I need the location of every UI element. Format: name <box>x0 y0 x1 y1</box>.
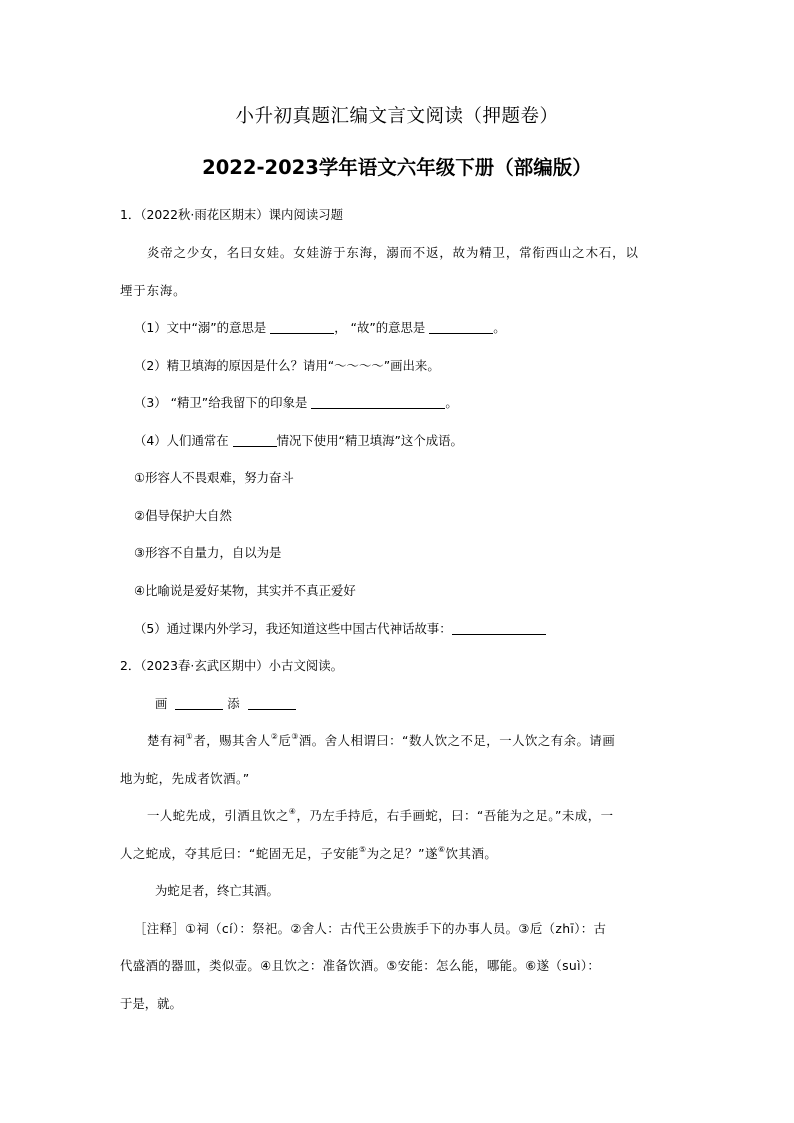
q2-notes-line-2: 代盛酒的器皿，类似壶。④且饮之：准备饮酒。⑤安能：怎么能，哪能。⑥遂（suì）： <box>120 958 601 973</box>
q2-word-a: 画 <box>155 696 168 711</box>
document-title: 小升初真题汇编文言文阅读（押题卷） <box>235 106 559 127</box>
q2-p2l2-seg-2: 为之足？”遂 <box>366 846 438 861</box>
q1-sub3-text-b: 。 <box>445 395 458 410</box>
footnote-marker-3: ③ <box>291 732 299 741</box>
footnote-marker-4: ④ <box>288 807 297 816</box>
q1-sub5-text: （5）通过课内外学习，我还知道这些中国古代神话故事： <box>134 621 452 636</box>
q2-p1l1-seg-2: 者，赐其舍人 <box>193 733 271 748</box>
q1-sub4-text-a: （4）人们通常在 <box>134 433 229 448</box>
footnote-marker-6: ⑥ <box>438 845 446 854</box>
answer-blank-4[interactable] <box>233 434 277 447</box>
question-2-header: 2．（2023春·玄武区期中）小古文阅读。 <box>120 658 344 673</box>
footnote-marker-5: ⑤ <box>358 845 367 854</box>
q1-subquestion-2: （2）精卫填海的原因是什么？请用“～～～～”画出来。 <box>134 358 440 373</box>
q2-passage-line-5: 为蛇足者，终亡其酒。 <box>155 883 279 898</box>
q1-subquestion-3 <box>134 394 458 412</box>
q1-sub1-text-c: 。 <box>493 320 506 335</box>
q2-word-blanks <box>155 695 296 713</box>
answer-blank-6[interactable] <box>175 697 223 710</box>
answer-blank-3[interactable] <box>311 396 445 409</box>
q2-p1l1-seg-3: 卮 <box>278 733 292 748</box>
q1-sub3-text-a: （3） “精卫”给我留下的印象是 <box>134 395 308 410</box>
q1-option-3: ③形容不自量力，自以为是 <box>134 545 282 560</box>
q2-passage-line-2: 地为蛇，先成者饮酒。” <box>120 771 250 786</box>
q1-passage-line-1: 炎帝之少女，名曰女娃。女娃游于东海，溺而不返，故为精卫，常衔西山之木石，以 <box>147 245 639 260</box>
q2-notes-line-3: 于是，就。 <box>120 996 182 1011</box>
question-1-header: 1．（2022秋·雨花区期末）课内阅读习题 <box>120 207 344 222</box>
q2-p2l1-seg-1: 一人蛇先成，引酒且饮之 <box>147 808 289 823</box>
q1-option-2: ②倡导保护大自然 <box>134 508 232 523</box>
q1-subquestion-1 <box>134 319 506 337</box>
q2-p1l1-seg-1: 楚有祠 <box>147 733 186 748</box>
q2-passage-line-3 <box>147 807 613 825</box>
answer-blank-1[interactable] <box>270 321 334 334</box>
q1-subquestion-5 <box>134 620 546 638</box>
q1-sub1-text-b: ， “故”的意思是 <box>334 320 426 335</box>
answer-blank-2[interactable] <box>429 321 493 334</box>
q1-sub1-text-a: （1）文中“溺”的意思是 <box>134 320 267 335</box>
q1-passage-line-2: 堙于东海。 <box>120 283 187 298</box>
q1-subquestion-4 <box>134 432 463 450</box>
q2-passage-line-4 <box>120 845 497 863</box>
q1-option-4: ④比喻说是爱好某物，其实并不真正爱好 <box>134 583 356 598</box>
q2-notes-line-1: ［注释］①祠（cí）：祭祀。②舍人：古代王公贵族手下的办事人员。③卮（zhī）：古 <box>134 921 607 936</box>
answer-blank-5[interactable] <box>452 622 546 635</box>
footnote-marker-2: ② <box>270 732 279 741</box>
q2-p2l1-seg-2: ，乃左手持卮，右手画蛇，曰：“吾能为之足。”未成，一 <box>296 808 614 823</box>
q1-option-1: ①形容人不畏艰难，努力奋斗 <box>134 470 294 485</box>
q2-passage-line-1 <box>147 732 615 750</box>
document-subtitle: 2022-2023学年语文六年级下册（部编版） <box>202 156 592 179</box>
q2-word-b: 添 <box>227 696 240 711</box>
answer-blank-7[interactable] <box>248 697 296 710</box>
q2-p2l2-seg-3: 饮其酒。 <box>445 846 498 861</box>
q2-p2l2-seg-1: 人之蛇成，夺其卮曰：“蛇固无足，子安能 <box>120 846 359 861</box>
q1-sub4-text-b: 情况下使用“精卫填海”这个成语。 <box>276 433 463 448</box>
q2-p1l1-seg-4: 酒。舍人相谓曰：“数人饮之不足，一人饮之有余。请画 <box>298 733 616 748</box>
footnote-marker-1: ① <box>185 732 194 741</box>
